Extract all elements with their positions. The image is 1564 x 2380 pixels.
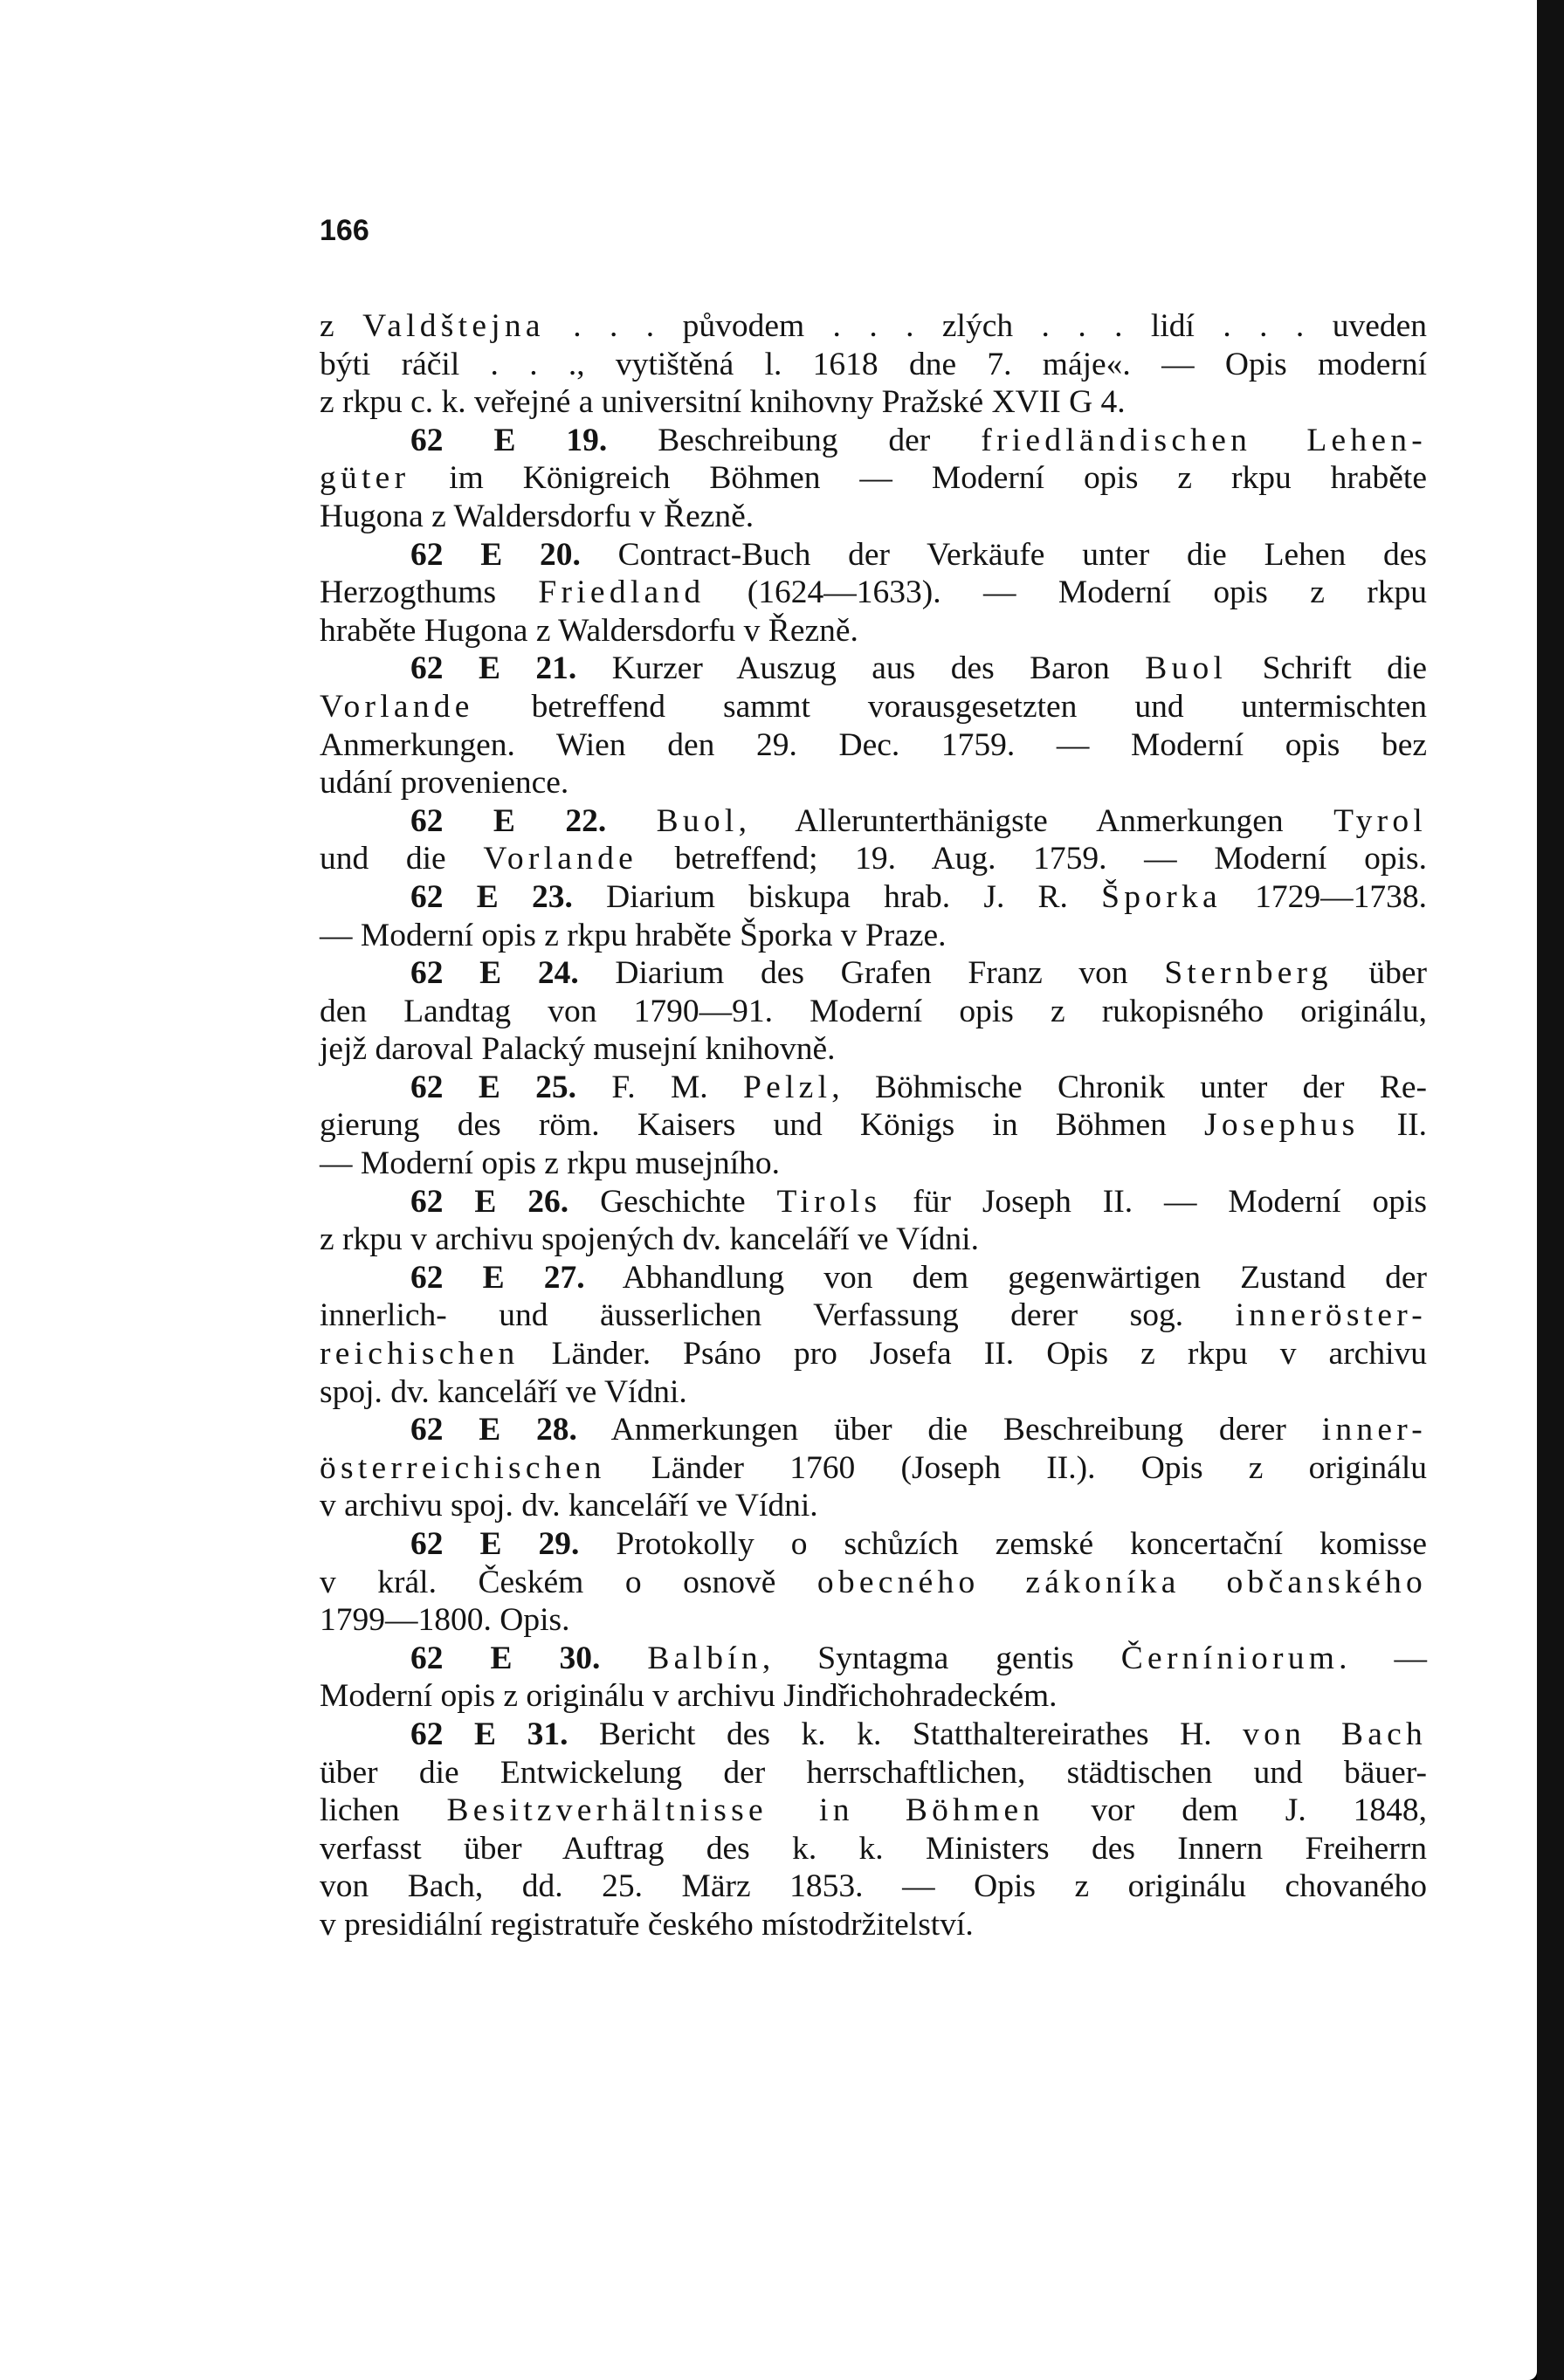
- spaced-name: Buol: [1145, 650, 1228, 687]
- spaced-name: Buol: [656, 802, 739, 839]
- text-segment: , Böhmische Chronik unter der Re-: [831, 1069, 1428, 1105]
- text-line: [320, 1106, 1427, 1145]
- shelfmark: 62 E 23.: [410, 878, 573, 915]
- text-segment: Länder. Psáno pro Josefa II. Opis z rkpu v archivu: [519, 1336, 1427, 1372]
- text-line: [320, 878, 1427, 917]
- text-line: [320, 1411, 1427, 1449]
- text-segment: . —: [1339, 1640, 1428, 1676]
- text-line: [320, 1868, 1427, 1906]
- text-segment: býti ráčil . . ., vytištěná l. 1618 dne 7. máje«. — Opis moderní: [320, 346, 1427, 382]
- text-segment: Bericht des k. k. Statthaltereirathes H.: [568, 1716, 1244, 1752]
- spaced-name: obecného zákoníka občanského: [816, 1564, 1427, 1600]
- text-segment: verfasst über Auftrag des k. k. Ministers des Innern Freiherrn: [320, 1830, 1427, 1867]
- text-line: [320, 1297, 1427, 1335]
- text-segment: betreffend sammt vorausgesetzten und untermischten: [473, 688, 1427, 725]
- spaced-name: Pelzl: [743, 1069, 832, 1105]
- text-segment: [600, 1641, 647, 1676]
- shelfmark: 62 E 21.: [410, 650, 577, 687]
- text-segment: Contract-Buch der Verkäufe unter die Lehen des: [580, 536, 1427, 573]
- text-line: [320, 1792, 1427, 1830]
- text-segment: Schrift die: [1227, 650, 1427, 687]
- text-segment: F. M.: [576, 1069, 744, 1105]
- text-segment: (1624—1633). — Moderní opis z rkpu: [705, 574, 1428, 611]
- text-segment: z rkpu c. k. veřejné a universitní knihovny Pražské XVII G 4.: [320, 384, 1126, 421]
- scan-edge: [1537, 0, 1564, 2380]
- text-line: [320, 307, 1427, 346]
- text-segment: Beschreibung der: [607, 422, 982, 458]
- text-segment: vor dem J. 1848,: [1044, 1792, 1427, 1829]
- text-segment: jejž daroval Palacký musejní knihovně.: [320, 1031, 836, 1068]
- text-segment: . . . původem . . . zlých . . . lidí . . . uveden: [544, 308, 1427, 344]
- text-segment: Geschichte: [568, 1183, 777, 1220]
- shelfmark: 62 E 29.: [410, 1526, 580, 1562]
- spaced-name: inneröster-: [1235, 1297, 1427, 1334]
- text-segment: z: [320, 308, 363, 344]
- text-segment: und die: [320, 841, 484, 877]
- text-segment: Hugona z Waldersdorfu v Řezně.: [320, 498, 754, 534]
- spaced-name: Černíniorum: [1120, 1640, 1340, 1676]
- spaced-name: Tyrol: [1333, 802, 1428, 839]
- text-segment: udání provenience.: [320, 765, 569, 801]
- text-line: [320, 688, 1427, 726]
- text-segment: — Moderní opis z rkpu hraběte Šporka v Praze.: [320, 917, 947, 953]
- text-segment: , Syntagma gentis: [761, 1640, 1121, 1676]
- text-segment: von Bach, dd. 25. März 1853. — Opis z originálu chovaného: [320, 1868, 1427, 1905]
- text-line: [320, 1830, 1427, 1868]
- text-segment: [606, 803, 656, 839]
- text-segment: Protokolly o schůzích zemské koncertační komisse: [579, 1526, 1428, 1562]
- text-segment: gierung des röm. Kaisers und Königs in Böhmen: [320, 1107, 1205, 1144]
- text-line: [320, 1640, 1427, 1678]
- text-line: [320, 1716, 1427, 1754]
- spaced-name: Friedland: [538, 574, 706, 611]
- text-line: [320, 840, 1427, 878]
- spaced-name: von Bach: [1243, 1716, 1428, 1752]
- text-line: [320, 422, 1427, 460]
- text-segment: 1729—1738.: [1221, 878, 1428, 915]
- text-line: [320, 1183, 1427, 1221]
- spaced-name: Josephus: [1204, 1107, 1360, 1144]
- text-line: [320, 726, 1427, 765]
- text-line: [320, 1259, 1427, 1297]
- text-line: [320, 459, 1427, 498]
- text-segment: Anmerkungen über die Beschreibung derer: [576, 1412, 1322, 1448]
- spaced-name: Besitzverhältnisse in Böhmen: [446, 1792, 1044, 1829]
- spaced-name: friedländischen Lehen-: [981, 422, 1428, 458]
- text-segment: über: [1332, 955, 1427, 992]
- text-segment: Kurzer Auszug aus des Baron: [576, 650, 1146, 687]
- catalog-text: [320, 307, 1427, 1944]
- shelfmark: 62 E 28.: [410, 1412, 577, 1448]
- text-line: [320, 498, 1427, 536]
- text-segment: für Joseph II. — Moderní opis: [881, 1183, 1427, 1220]
- text-line: [320, 612, 1427, 650]
- text-segment: Länder 1760 (Joseph II.). Opis z originálu: [605, 1449, 1427, 1486]
- text-line: [320, 1335, 1427, 1373]
- text-line: [320, 1373, 1427, 1412]
- text-line: [320, 993, 1427, 1031]
- text-segment: spoj. dv. kanceláří ve Vídni.: [320, 1373, 687, 1410]
- text-segment: Moderní opis z originálu v archivu Jindřichohradeckém.: [320, 1678, 1058, 1715]
- shelfmark: 62 E 25.: [410, 1069, 577, 1105]
- spaced-name: Tirols: [776, 1183, 882, 1220]
- text-line: [320, 1564, 1427, 1602]
- spaced-name: österreichischen: [320, 1449, 606, 1486]
- text-line: [320, 1030, 1427, 1069]
- text-line: [320, 917, 1427, 955]
- text-segment: z rkpu v archivu spojených dv. kanceláří ve Vídni.: [320, 1221, 979, 1258]
- text-segment: v král. Českém o osnově: [320, 1564, 817, 1600]
- text-line: [320, 1449, 1427, 1488]
- text-segment: Herzogthums: [320, 574, 539, 611]
- text-line: [320, 1677, 1427, 1716]
- text-segment: den Landtag von 1790—91. Moderní opis z rukopisného originálu,: [320, 993, 1427, 1029]
- text-line: [320, 1069, 1427, 1107]
- text-line: [320, 1525, 1427, 1564]
- text-segment: II.: [1359, 1107, 1427, 1144]
- text-line: [320, 1487, 1427, 1525]
- text-segment: Diarium biskupa hrab. J. R.: [572, 878, 1102, 915]
- spaced-name: inner-: [1321, 1412, 1427, 1448]
- text-segment: v presidiální registratuře českého místodržitelství.: [320, 1906, 974, 1943]
- text-segment: Diarium des Grafen Franz von: [578, 955, 1165, 992]
- text-segment: innerlich- und äusserlichen Verfassung derer sog.: [320, 1297, 1236, 1334]
- text-line: [320, 954, 1427, 993]
- shelfmark: 62 E 30.: [410, 1640, 601, 1676]
- text-line: [320, 802, 1427, 841]
- spaced-name: reichischen: [320, 1336, 520, 1372]
- shelfmark: 62 E 26.: [410, 1183, 569, 1220]
- text-segment: v archivu spoj. dv. kanceláří ve Vídni.: [320, 1488, 818, 1524]
- text-segment: Abhandlung von dem gegenwärtigen Zustand der: [584, 1259, 1427, 1296]
- text-line: [320, 650, 1427, 688]
- page-number: 166: [320, 214, 369, 247]
- spaced-name: Šporka: [1101, 878, 1222, 915]
- shelfmark: 62 E 27.: [410, 1259, 585, 1296]
- text-line: [320, 1221, 1427, 1259]
- text-line: [320, 764, 1427, 802]
- spaced-name: Balbín: [647, 1640, 762, 1676]
- spaced-name: Vorlande: [483, 841, 638, 877]
- text-segment: über die Entwickelung der herrschaftlichen, städtischen und bäuer-: [320, 1754, 1427, 1791]
- text-line: [320, 1601, 1427, 1640]
- shelfmark: 62 E 22.: [410, 802, 607, 839]
- text-line: [320, 1906, 1427, 1944]
- text-segment: im Königreich Böhmen — Moderní opis z rkpu hraběte: [410, 460, 1427, 497]
- shelfmark: 62 E 31.: [410, 1716, 568, 1752]
- text-line: [320, 574, 1427, 612]
- text-line: [320, 383, 1427, 422]
- text-segment: hraběte Hugona z Waldersdorfu v Řezně.: [320, 612, 858, 649]
- spaced-name: Sternberg: [1164, 955, 1333, 992]
- text-line: [320, 536, 1427, 574]
- shelfmark: 62 E 20.: [410, 536, 581, 573]
- text-segment: , Allerunterthänigste Anmerkungen: [738, 802, 1334, 839]
- shelfmark: 62 E 24.: [410, 955, 579, 992]
- shelfmark: 62 E 19.: [410, 422, 608, 458]
- text-segment: lichen: [320, 1792, 447, 1829]
- text-segment: Anmerkungen. Wien den 29. Dec. 1759. — Moderní opis bez: [320, 726, 1427, 763]
- text-line: [320, 1145, 1427, 1183]
- spaced-name: Valdštejna: [362, 308, 545, 344]
- text-line: [320, 1754, 1427, 1792]
- spaced-name: Vorlande: [320, 688, 474, 725]
- text-segment: 1799—1800. Opis.: [320, 1602, 570, 1639]
- text-segment: — Moderní opis z rkpu musejního.: [320, 1145, 781, 1182]
- spaced-name: güter: [320, 460, 410, 497]
- text-segment: betreffend; 19. Aug. 1759. — Moderní opis.: [637, 841, 1427, 877]
- text-line: [320, 346, 1427, 384]
